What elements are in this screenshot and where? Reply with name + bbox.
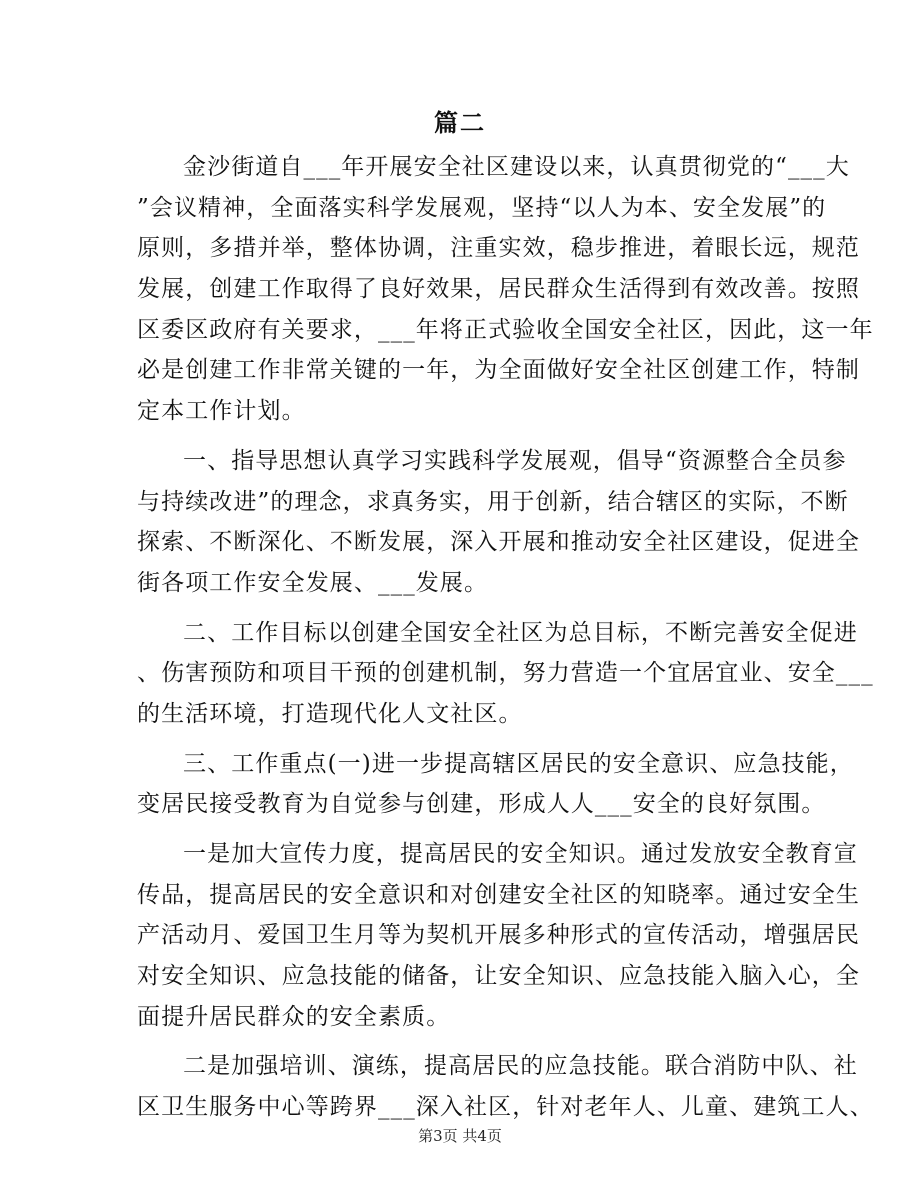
text-line: 二、工作目标以创建全国安全社区为总目标，不断完善安全促进 [183, 619, 858, 646]
text-line: 发展，创建工作取得了良好效果，居民群众生活得到有效改善。按照 [137, 276, 860, 303]
text-line: 二是加强培训、演练，提高居民的应急技能。联合消防中队、社 [183, 1053, 858, 1080]
text-line: ”会议精神，全面落实科学发展观，坚持“以人为本、安全发展”的 [137, 194, 827, 221]
paragraph-guiding-thought [137, 441, 860, 604]
text-line: 原则，多措并举，整体协调，注重实效，稳步推进，着眼长远，规范 [137, 235, 860, 262]
text-line: 三、工作重点(一)进一步提高辖区居民的安全意识、应急技能， [183, 750, 854, 777]
text-line: 对安全知识、应急技能的储备，让安全知识、应急技能入脑入心，全 [137, 963, 860, 990]
text-line: 定本工作计划。 [137, 398, 306, 425]
text-line: 与持续改进”的理念，求真务实，用于创新，结合辖区的实际，不断 [137, 488, 849, 515]
text-line: 、伤害预防和项目干预的创建机制，努力营造一个宜居宜业、安全___ [137, 660, 874, 687]
text-line: 区委区政府有关要求，___年将正式验收全国安全社区，因此，这一年 [137, 316, 874, 343]
paragraph-publicity [137, 834, 860, 1037]
paragraph-training [137, 1046, 874, 1127]
text-line: 街各项工作安全发展、___发展。 [137, 569, 489, 596]
text-line: 金沙街道自___年开展安全社区建设以来，认真贯彻党的“___大 [183, 154, 850, 180]
text-line: 探索、不断深化、不断发展，深入开展和推动安全社区建设，促进全 [137, 529, 860, 556]
text-line: 一、指导思想认真学习实践科学发展观，倡导“资源整合全员参 [183, 447, 847, 474]
text-line: 产活动月、爱国卫生月等为契机开展多种形式的宣传活动，增强居民 [137, 922, 860, 949]
document-body [137, 147, 874, 1137]
text-line: 面提升居民群众的安全素质。 [137, 1003, 451, 1030]
text-line: 必是创建工作非常关键的一年，为全面做好安全社区创建工作，特制 [137, 357, 860, 384]
page-number: 第3页 共4页 [418, 1127, 502, 1145]
text-line: 的生活环境，打造现代化人文社区。 [137, 700, 523, 727]
paragraph-work-goal [137, 613, 874, 735]
paragraph-work-focus [137, 744, 854, 825]
section-title: 篇二 [434, 108, 486, 137]
text-line: 变居民接受教育为自觉参与创建，形成人人___安全的良好氛围。 [137, 791, 826, 818]
text-line: 传品，提高居民的安全意识和对创建安全社区的知晓率。通过安全生 [137, 881, 860, 908]
text-line: 一是加大宣传力度，提高居民的安全知识。通过发放安全教育宣 [183, 841, 858, 867]
text-line: 区卫生服务中心等跨界___深入社区，针对老年人、儿童、建筑工人、 [137, 1094, 874, 1121]
paragraph-intro [137, 147, 874, 432]
